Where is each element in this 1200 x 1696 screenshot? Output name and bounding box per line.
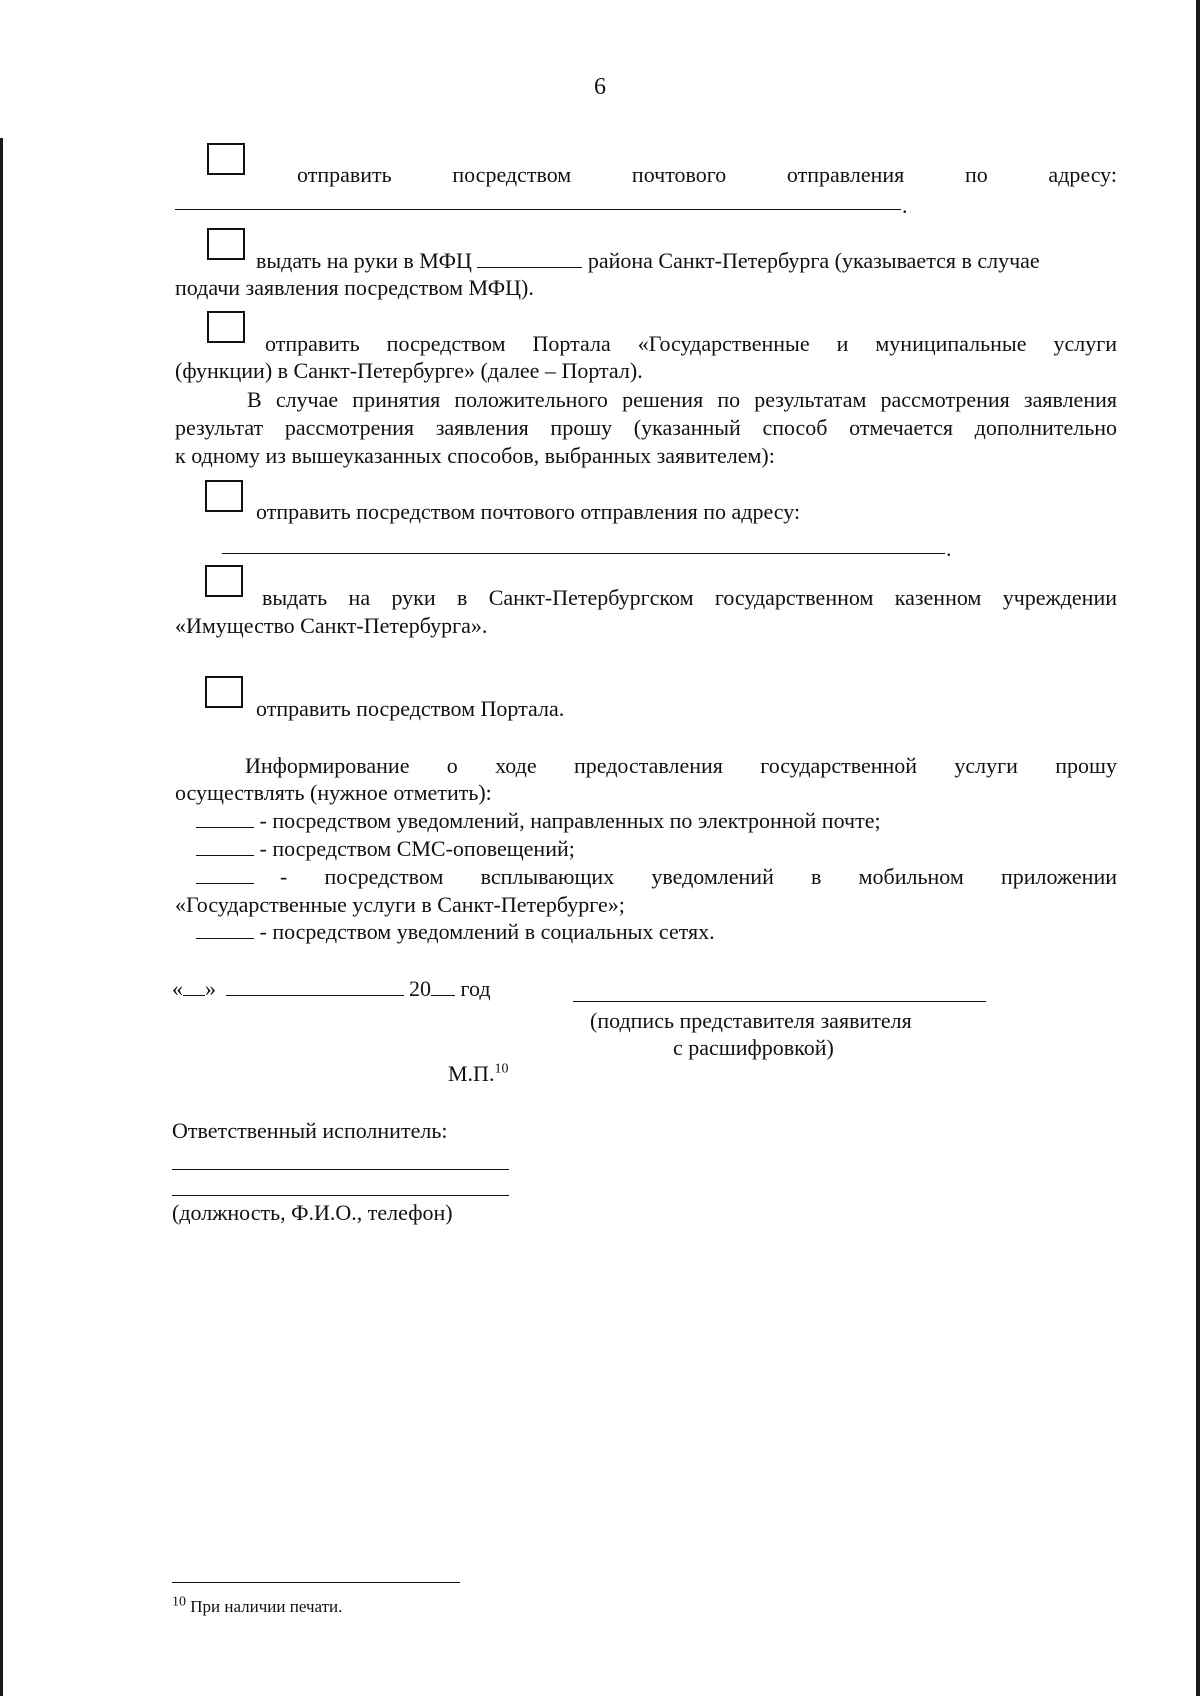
responsible-line-2[interactable] (172, 1195, 509, 1196)
informing-email-mark[interactable] (196, 807, 254, 828)
responsible-caption: (должность, Ф.И.О., телефон) (172, 1200, 453, 1225)
result-post-label: отправить посредством почтового отправления по адресу: (256, 499, 801, 524)
signature-line[interactable] (573, 1001, 986, 1002)
option-portal-line1: отправить посредством Портала «Государственные и муниципальные услуги (265, 331, 1117, 356)
mfc-district-blank[interactable] (477, 247, 582, 268)
mfc-label-start: выдать на руки в МФЦ (256, 248, 472, 273)
positive-decision-line3: к одному из вышеуказанных способов, выбранных заявителем): (175, 443, 775, 468)
post-address-blank[interactable] (175, 209, 901, 210)
footnote (172, 1593, 342, 1621)
informing-push-line2: «Государственные услуги в Санкт-Петербурге»; (175, 892, 625, 917)
quote-open: « (172, 976, 183, 1001)
informing-push-line1: - посредством всплывающих уведомлений в мобильном приложении (280, 864, 1117, 889)
checkbox-result-portal[interactable] (205, 676, 243, 708)
signature-caption-line2: с расшифровкой) (673, 1035, 834, 1060)
footnote-number: 10 (172, 1594, 186, 1610)
result-gku-line1: выдать на руки в Санкт-Петербургском государственном казенном учреждении (262, 585, 1117, 610)
informing-line1: Информирование о ходе предоставления государственной услуги прошу (245, 753, 1117, 778)
option-post-address-label: отправить посредством почтового отправления по адресу: (297, 162, 1117, 187)
footnote-text: При наличии печати. (190, 1597, 343, 1616)
informing-email-option (196, 807, 881, 835)
positive-decision-line2: результат рассмотрения заявления прошу (указанный способ отмечается дополнительно (175, 415, 1117, 440)
responsible-line-1[interactable] (172, 1169, 509, 1170)
option-mfc-line2: подачи заявления посредством МФЦ). (175, 275, 534, 300)
result-post-address-blank[interactable] (222, 553, 945, 554)
period: . (902, 193, 908, 218)
period: . (946, 536, 952, 561)
option-portal-line2: (функции) в Санкт-Петербурге» (далее – Портал). (175, 358, 643, 383)
year-word: год (460, 976, 491, 1001)
informing-sms-label: - посредством СМС-оповещений; (259, 836, 575, 861)
stamp-place (448, 1060, 508, 1088)
signature-caption-line1: (подпись представителя заявителя (590, 1008, 912, 1033)
result-portal-label: отправить посредством Портала. (256, 696, 565, 721)
year-prefix: 20 (409, 976, 431, 1001)
scan-edge-right (1196, 0, 1200, 1696)
day-blank[interactable] (183, 975, 205, 996)
informing-email-label: - посредством уведомлений, направленных по электронной почте; (259, 808, 881, 833)
scan-edge-left (0, 138, 3, 1696)
checkbox-result-gku[interactable] (205, 565, 243, 597)
result-gku-line2: «Имущество Санкт-Петербурга». (175, 613, 488, 638)
positive-decision-line1: В случае принятия положительного решения по результатам рассмотрения заявления (247, 387, 1117, 412)
option-mfc-label (256, 247, 1040, 275)
checkbox-post-address[interactable] (207, 143, 245, 175)
informing-sms-mark[interactable] (196, 835, 254, 856)
footnote-ref: 10 (494, 1061, 509, 1077)
quote-close: » (205, 976, 216, 1001)
stamp-label: М.П. (448, 1061, 495, 1086)
informing-push-mark[interactable] (196, 883, 254, 884)
checkbox-result-post[interactable] (205, 480, 243, 512)
checkbox-portal[interactable] (207, 311, 245, 343)
informing-social-option (196, 918, 715, 946)
informing-social-label: - посредством уведомлений в социальных сетях. (259, 919, 715, 944)
month-blank[interactable] (226, 975, 404, 996)
informing-social-mark[interactable] (196, 918, 254, 939)
date-field (172, 975, 491, 1003)
year-blank[interactable] (431, 975, 455, 996)
checkbox-mfc[interactable] (207, 228, 245, 260)
page-number: 6 (594, 74, 606, 100)
footnote-separator (172, 1582, 460, 1583)
responsible-title: Ответственный исполнитель: (172, 1118, 448, 1143)
informing-sms-option (196, 835, 575, 863)
informing-line2: осуществлять (нужное отметить): (175, 780, 492, 805)
mfc-label-end: района Санкт-Петербурга (указывается в случае (587, 248, 1040, 273)
